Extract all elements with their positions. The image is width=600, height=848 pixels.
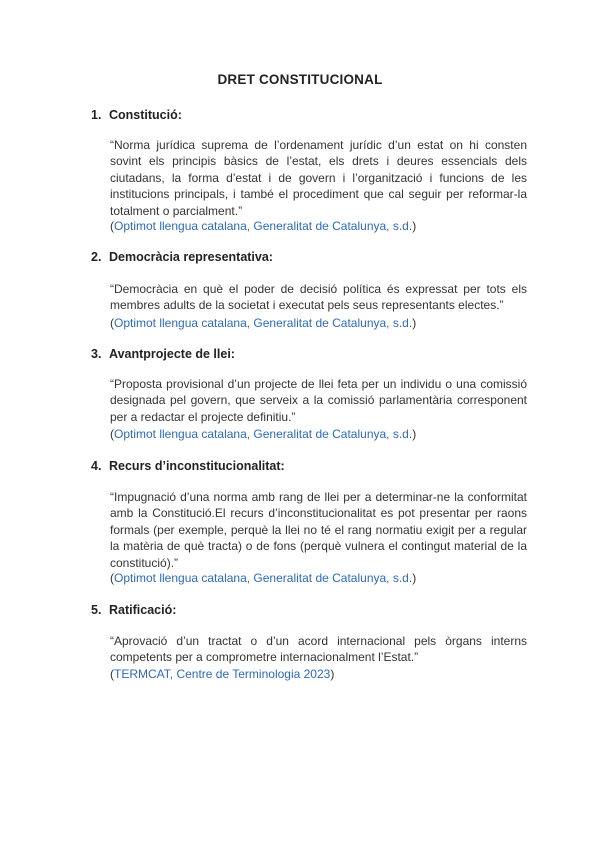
- source-close-paren: ): [412, 571, 417, 585]
- section-source: [110, 427, 416, 441]
- source-link[interactable]: Optimot llengua catalana, Generalitat de Catalunya, s.d.: [114, 219, 413, 233]
- section-heading-constitucio: [91, 108, 182, 122]
- source-link[interactable]: Optimot llengua catalana, Generalitat de Catalunya, s.d.: [114, 316, 413, 330]
- section-source: [110, 316, 416, 330]
- section-title: Constitució:: [109, 108, 182, 122]
- section-definition: “Democràcia en què el poder de decisió política és expressat per tots els membres adults de la societat i executat pels seus representants electes.”: [110, 282, 527, 313]
- section-definition: “Aprovació d’un tractat o d’un acord internacional pels òrgans interns competents per a comprometre internacionalment l’Estat.”: [110, 634, 527, 665]
- source-close-paren: ): [412, 219, 417, 233]
- source-close-paren: ): [412, 427, 417, 441]
- section-number: 2.: [91, 250, 102, 264]
- section-heading-democracia: [91, 250, 273, 264]
- section-number: 3.: [91, 347, 102, 361]
- section-heading-ratificacio: [91, 603, 176, 617]
- section-number: 1.: [91, 108, 102, 122]
- source-link[interactable]: TERMCAT, Centre de Terminologia 2023: [114, 667, 331, 681]
- source-open-paren: (: [110, 667, 114, 681]
- source-open-paren: (: [110, 427, 114, 441]
- section-title: Democràcia representativa:: [109, 250, 273, 264]
- document-title: DRET CONSTITUCIONAL: [217, 72, 383, 87]
- section-definition: “Proposta provisional d’un projecte de llei feta per un individu o una comissió designada pel govern, que serveix a la comissió parlamentària corresponent per a redactar el projecte definitiu.”: [110, 377, 527, 424]
- section-source: [110, 219, 416, 233]
- section-title: Avantprojecte de llei:: [109, 347, 235, 361]
- section-definition: “Impugnació d’una norma amb rang de llei per a determinar-ne la conformitat amb la Constitució.El recurs d’inconstitucionalitat es pot presentar per raons formals (per exemple, perquè la llei no té el rang normatiu exigit per a regular la matèria de què tracta) o de fons (perquè vulnera el contingut material de la constitució).”: [110, 490, 527, 570]
- section-title: Recurs d’inconstitucionalitat:: [109, 459, 285, 473]
- source-link[interactable]: Optimot llengua catalana, Generalitat de Catalunya, s.d.: [114, 427, 413, 441]
- section-source: [110, 667, 334, 681]
- section-title: Ratificació:: [109, 603, 177, 617]
- section-source: [110, 571, 416, 585]
- section-heading-recurs: [91, 459, 285, 473]
- source-close-paren: ): [412, 316, 417, 330]
- source-link[interactable]: Optimot llengua catalana, Generalitat de Catalunya, s.d.: [114, 571, 413, 585]
- source-open-paren: (: [110, 571, 114, 585]
- source-open-paren: (: [110, 219, 114, 233]
- section-number: 4.: [91, 459, 102, 473]
- source-open-paren: (: [110, 316, 114, 330]
- section-heading-avantprojecte: [91, 347, 235, 361]
- section-definition: “Norma jurídica suprema de l’ordenament jurídic d’un estat on hi consten sovint els principis bàsics de l’estat, els drets i deures essencials dels ciutadans, la forma d’estat i de govern i l’organització i funcions de les institucions principals, i també el procediment que cal seguir per reformar-la totalment o parcialment.”: [110, 138, 527, 218]
- source-close-paren: ): [330, 667, 335, 681]
- section-number: 5.: [91, 603, 102, 617]
